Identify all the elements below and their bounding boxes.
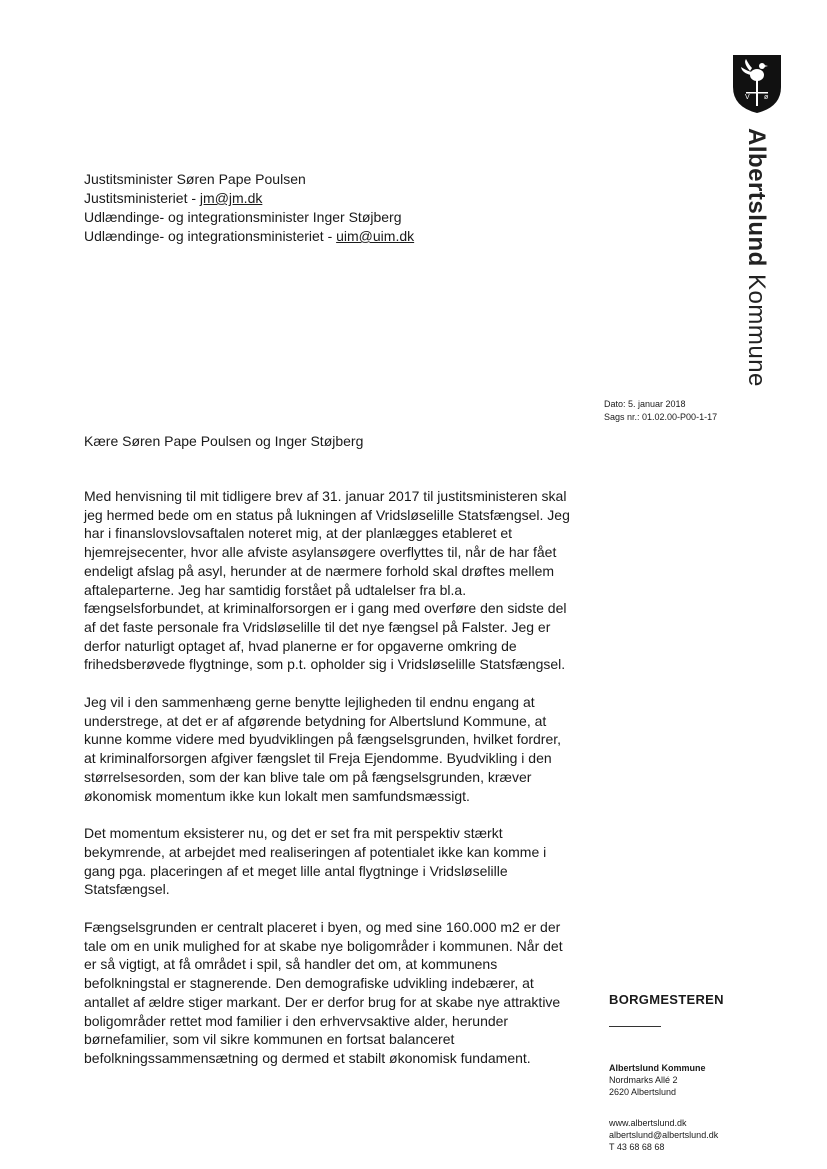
letterhead-name-bold: Albertslund [743, 128, 770, 267]
body-paragraph: Jeg vil i den sammenhæng gerne benytte lejligheden til endnu engang at understrege, at det er af afgørende betydning for Albertslund Kommune, at kunne komme videre med byudviklingen på fængselsgrunden, hvilket fordrer, at kriminalforsorgen afgiver fængslet til Freja Ejendomme. Byudvikling i den størrelsesorden, som der kan blive tale om på fængselsgrunden, kræver økonomisk momentum ikke kun lokalt men samfundsmæssigt. [84, 694, 562, 804]
letterhead-municipality-name [742, 128, 770, 387]
footer-street: Nordmarks Allé 2 [609, 1075, 678, 1085]
footer-email-link[interactable]: albertslund@albertslund.dk [609, 1130, 719, 1140]
recipient-line: Udlændinge- og integrationsminister Inger Støjberg [84, 209, 402, 225]
recipient-line: Justitsministeriet - jm@jm.dk [84, 190, 263, 206]
footer-website-link[interactable]: www.albertslund.dk [609, 1118, 687, 1128]
footer-city: 2620 Albertslund [609, 1087, 677, 1097]
recipient-line: Justitsminister Søren Pape Poulsen [84, 171, 306, 187]
municipal-crest-logo [731, 53, 783, 115]
letter-date: Dato: 5. januar 2018 [604, 399, 686, 409]
footer-phone: T 43 68 68 68 [609, 1142, 665, 1152]
recipient-line: Udlændinge- og integrationsministeriet - uim@uim.dk [84, 228, 415, 244]
body-paragraph: Det momentum eksisterer nu, og det er set fra mit perspektiv stærkt bekymrende, at arbejdet med realiseringen af potentialet ikke kan komme i gang pga. placeringen af et meget lille antal flygtninge i Vridsløselille Statsfængsel. [84, 825, 547, 898]
letter-greeting: Kære Søren Pape Poulsen og Inger Støjberg [84, 433, 364, 449]
svg-text:ø: ø [764, 94, 769, 101]
recipient-email-link[interactable]: jm@jm.dk [199, 190, 263, 206]
signature-title: BORGMESTEREN [609, 992, 724, 1007]
letter-body [84, 487, 574, 1087]
recipient-email-link[interactable]: uim@uim.dk [336, 228, 415, 244]
body-paragraph: Med henvisning til mit tidligere brev af 31. januar 2017 til justitsministeren skal jeg hermed bede om en status på lukningen af Vridsløselille Statsfængsel. Jeg har i finanslovslovsaftalen noteret mig, at der planlægges etableret et hjemrejsecenter, hvor alle afviste asylansøgere overflyttes til, når de har fået endeligt afslag på asyl, herunder at de nærmere forhold skal drøftes mellem aftaleparterne. Jeg har samtidig forstået på udtalelser fra bl.a. fængselsforbundet, at kriminalforsorgen er i gang med overføre den sidste del af det faste personale fra Vridsløselille til det nye fængsel på Falster. Jeg er derfor naturligt optaget af, hvad planerne er for opgaverne omkring de frihedsberøvede flygtninge, som p.t. opholder sig i Vridsløselille Statsfængsel. [84, 488, 570, 673]
letter-meta [604, 398, 717, 424]
footer-org-name: Albertslund Kommune [609, 1063, 706, 1073]
letterhead-name-light: Kommune [743, 266, 770, 387]
body-paragraph: Fængselsgrunden er centralt placeret i byen, og med sine 160.000 m2 er der tale om en unik mulighed for at skabe nye boligområder i kommunen. Når det er så vigtigt, at få området i spil, så handler det om, at kommunens befolkningstal er stagnerende. Den demografiske udvikling indebærer, at antallet af ældre stiger markant. Der er derfor brug for at skabe nye attraktive boligområder rettet mod familier i den erhvervsaktive alder, herunder børnefamilier, som vil sikre kommunen en fortsat balanceret befolkningssammensætning og dermed et stabilt økonomisk fundament. [84, 919, 563, 1066]
recipient-block [84, 170, 414, 246]
case-number: Sags nr.: 01.02.00-P00-1-17 [604, 412, 718, 422]
footer-contact [609, 1117, 718, 1153]
footer-address [609, 1062, 706, 1098]
svg-text:V: V [745, 94, 750, 101]
signature-line [609, 1026, 661, 1027]
